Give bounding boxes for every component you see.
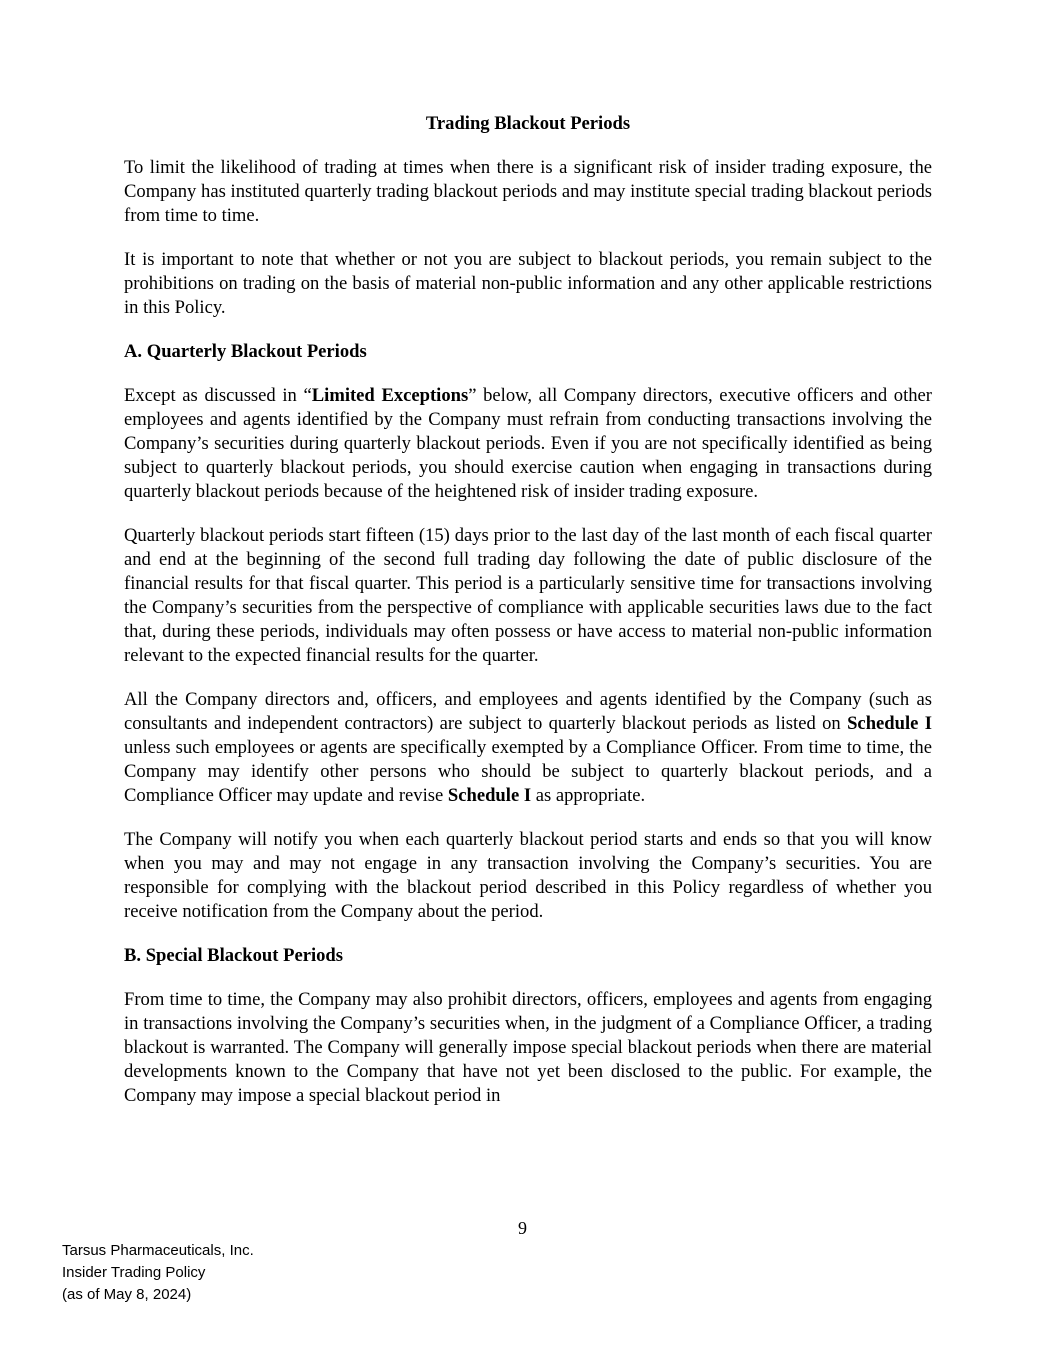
bold-term-limited-exceptions: Limited Exceptions xyxy=(311,385,469,406)
bold-term-schedule-i: Schedule I xyxy=(447,785,532,806)
intro-paragraph-1: To limit the likelihood of trading at times when there is a significant risk of insider trading exposure, the Company has instituted quarterly trading blackout periods and may institute special trading blackout periods from time to time. xyxy=(124,157,932,226)
document-body xyxy=(124,112,932,1128)
footer-doc-name: Insider Trading Policy xyxy=(62,1264,206,1281)
section-a-heading: A. Quarterly Blackout Periods xyxy=(124,341,367,362)
page-title: Trading Blackout Periods xyxy=(425,113,631,134)
text-run: as appropriate. xyxy=(531,785,646,806)
document-footer xyxy=(62,1240,254,1306)
page-number: 9 xyxy=(518,1218,527,1238)
section-a-paragraph-1 xyxy=(124,384,932,504)
footer-company: Tarsus Pharmaceuticals, Inc. xyxy=(62,1242,254,1259)
text-run: ” below, all Company directors, executive officers and other employees and agents identified by the Company must refrain from conducting transactions involving the Company’s securities during quarterly blackout periods. Even if you are not specifically identified as being subject to quarterly blackout periods, you should exercise caution when engaging in transactions during quarterly blackout periods because of the heightened risk of insider trading exposure. xyxy=(124,385,932,502)
text-run: All the Company directors and, officers, and employees and agents identified by the Company (such as consultants and independent contractors) are subject to quarterly blackout periods as listed on xyxy=(124,689,932,734)
intro-paragraph-2: It is important to note that whether or not you are subject to blackout periods, you remain subject to the prohibitions on trading on the basis of material non-public information and any other applicable restrictions in this Policy. xyxy=(124,249,932,318)
section-a-paragraph-3 xyxy=(124,688,932,808)
section-b-paragraph-1: From time to time, the Company may also prohibit directors, officers, employees and agents from engaging in transactions involving the Company’s securities when, in the judgment of a Compliance Officer, a trading blackout is warranted. The Company will generally impose special blackout periods when there are material developments known to the Company that have not yet been disclosed to the public. For example, the Company may impose a special blackout period in xyxy=(124,989,932,1106)
text-run: unless such employees or agents are specifically exempted by a Compliance Officer. From time to time, the Company may identify other persons who should be subject to quarterly blackout periods, and a Compliance Officer may update and revise xyxy=(124,737,932,806)
text-run: Except as discussed in “ xyxy=(124,385,312,406)
section-a-paragraph-4: The Company will notify you when each quarterly blackout period starts and ends so that you will know when you may and may not engage in any transaction involving the Company’s securities. You are responsible for complying with the blackout period described in this Policy regardless of whether you receive notification from the Company about the period. xyxy=(124,829,932,922)
footer-as-of-date: (as of May 8, 2024) xyxy=(62,1286,192,1303)
bold-term-schedule-i: Schedule I xyxy=(847,713,932,734)
section-b-heading: B. Special Blackout Periods xyxy=(124,945,344,966)
section-a-paragraph-2: Quarterly blackout periods start fifteen (15) days prior to the last day of the last month of each fiscal quarter and end at the beginning of the second full trading day following the date of public disclosure of the financial results for that fiscal quarter. This period is a particularly sensitive time for transactions involving the Company’s securities from the perspective of compliance with applicable securities laws due to the fact that, during these periods, individuals may often possess or have access to material non-public information relevant to the expected financial results for the quarter. xyxy=(124,525,932,666)
